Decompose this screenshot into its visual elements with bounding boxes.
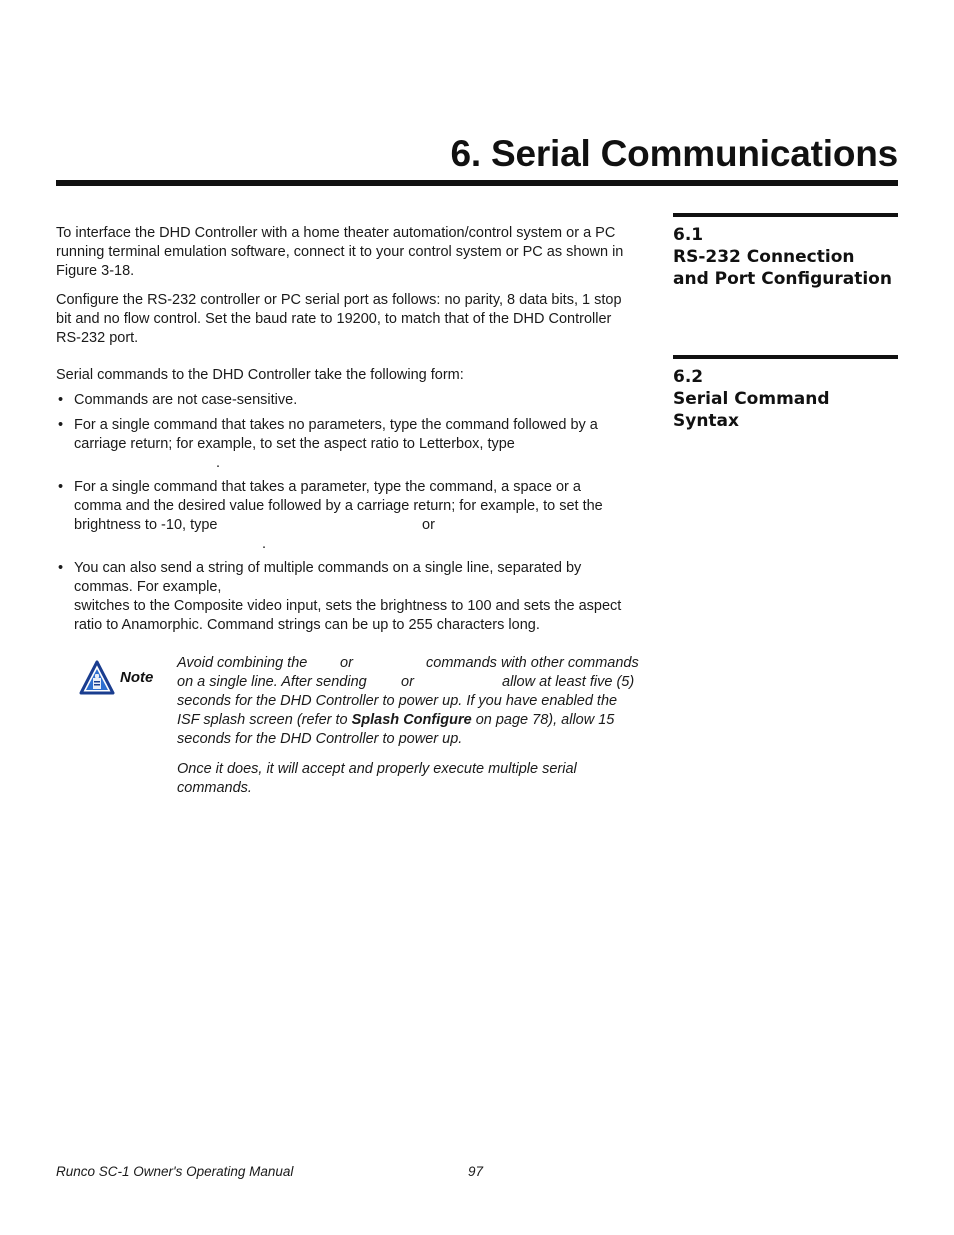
- section-6-1-heading: [673, 224, 903, 290]
- section-number: 6.2: [673, 367, 704, 387]
- note-text: or: [340, 655, 353, 671]
- note-text: on page 78), allow 15: [475, 712, 615, 728]
- footer-page-number: 97: [468, 1164, 484, 1179]
- section-6-1-rule: [673, 213, 898, 217]
- bullet-line: switches to the Composite video input, sets the brightness to 100 and sets the aspect: [74, 598, 622, 614]
- note-text: allow at least five (5): [502, 674, 635, 690]
- paragraph-line: RS-232 port.: [56, 330, 139, 346]
- note-label: Note: [120, 669, 154, 686]
- note-line: seconds for the DHD Controller to power up. If you have enabled the: [177, 693, 618, 709]
- bullet-dot: •: [58, 392, 64, 408]
- paragraph-line: Figure 3-18.: [56, 263, 135, 279]
- paragraph-line: To interface the DHD Controller with a home theater automation/control system or a PC: [56, 225, 616, 241]
- note-line: [177, 654, 657, 673]
- bullet-line: .: [216, 455, 221, 471]
- note-text: commands with other commands: [426, 655, 639, 671]
- note-line: seconds for the DHD Controller to power up.: [177, 731, 463, 747]
- bullet-line: Commands are not case-sensitive.: [74, 392, 298, 408]
- bullet-line-text: brightness to -10, type: [74, 517, 218, 533]
- bullet-line: carriage return; for example, to set the aspect ratio to Letterbox, type: [74, 436, 515, 452]
- note-paragraph: [177, 654, 657, 749]
- section-title-line: Serial Command: [673, 389, 830, 409]
- footer-manual-title: Runco SC-1 Owner's Operating Manual: [56, 1164, 294, 1179]
- bullet-dot: •: [58, 560, 64, 576]
- bullet-line: ratio to Anamorphic. Command strings can be up to 255 characters long.: [74, 617, 540, 633]
- paragraph-interface: [56, 224, 656, 281]
- bullet-line: For a single command that takes no parameters, type the command followed by a: [74, 417, 598, 433]
- bullet-dot: •: [58, 479, 64, 495]
- note-line: Once it does, it will accept and properly execute multiple serial: [177, 761, 577, 777]
- chapter-title: 6. Serial Communications: [450, 133, 898, 174]
- paragraph-line: running terminal emulation software, connect it to your control system or PC as shown in: [56, 244, 624, 260]
- note-line: [177, 673, 657, 692]
- bullet-line: You can also send a string of multiple commands on a single line, separated by: [74, 560, 582, 576]
- section-title-line: and Port Configuration: [673, 269, 892, 289]
- paragraph-line: Serial commands to the DHD Controller take the following form:: [56, 367, 464, 383]
- bullet-line: For a single command that takes a parameter, type the command, a space or a: [74, 479, 581, 495]
- note-line: commands.: [177, 780, 252, 796]
- section-number: 6.1: [673, 225, 704, 245]
- note-icon: [79, 660, 115, 696]
- note-text: Avoid combining the: [177, 655, 308, 671]
- bullet-or-text: or: [422, 517, 435, 533]
- paragraph-line: Configure the RS-232 controller or PC serial port as follows: no parity, 8 data bits, 1 stop: [56, 292, 622, 308]
- bullet-line: comma and the desired value followed by a carriage return; for example, to set the: [74, 498, 603, 514]
- note-paragraph: [177, 760, 657, 798]
- bullet-line: [74, 516, 654, 535]
- bullet-line: commas. For example,: [74, 579, 222, 595]
- section-6-2-heading: [673, 366, 903, 432]
- paragraph-configure: [56, 291, 656, 348]
- chapter-rule: [56, 180, 898, 186]
- note-text: on a single line. After sending: [177, 674, 367, 690]
- section-title-line: Syntax: [673, 411, 739, 431]
- section-title-line: RS-232 Connection: [673, 247, 855, 267]
- paragraph-line: bit and no flow control. Set the baud rate to 19200, to match that of the DHD Controller: [56, 311, 612, 327]
- note-text: or: [401, 674, 414, 690]
- note-emphasis: Splash Configure: [351, 712, 472, 728]
- bullet-dot: •: [58, 417, 64, 433]
- bullet-line: .: [262, 536, 267, 552]
- note-line: [177, 711, 657, 730]
- paragraph-serial-form: [56, 366, 656, 385]
- note-text: ISF splash screen (refer to: [177, 712, 348, 728]
- section-6-2-rule: [673, 355, 898, 359]
